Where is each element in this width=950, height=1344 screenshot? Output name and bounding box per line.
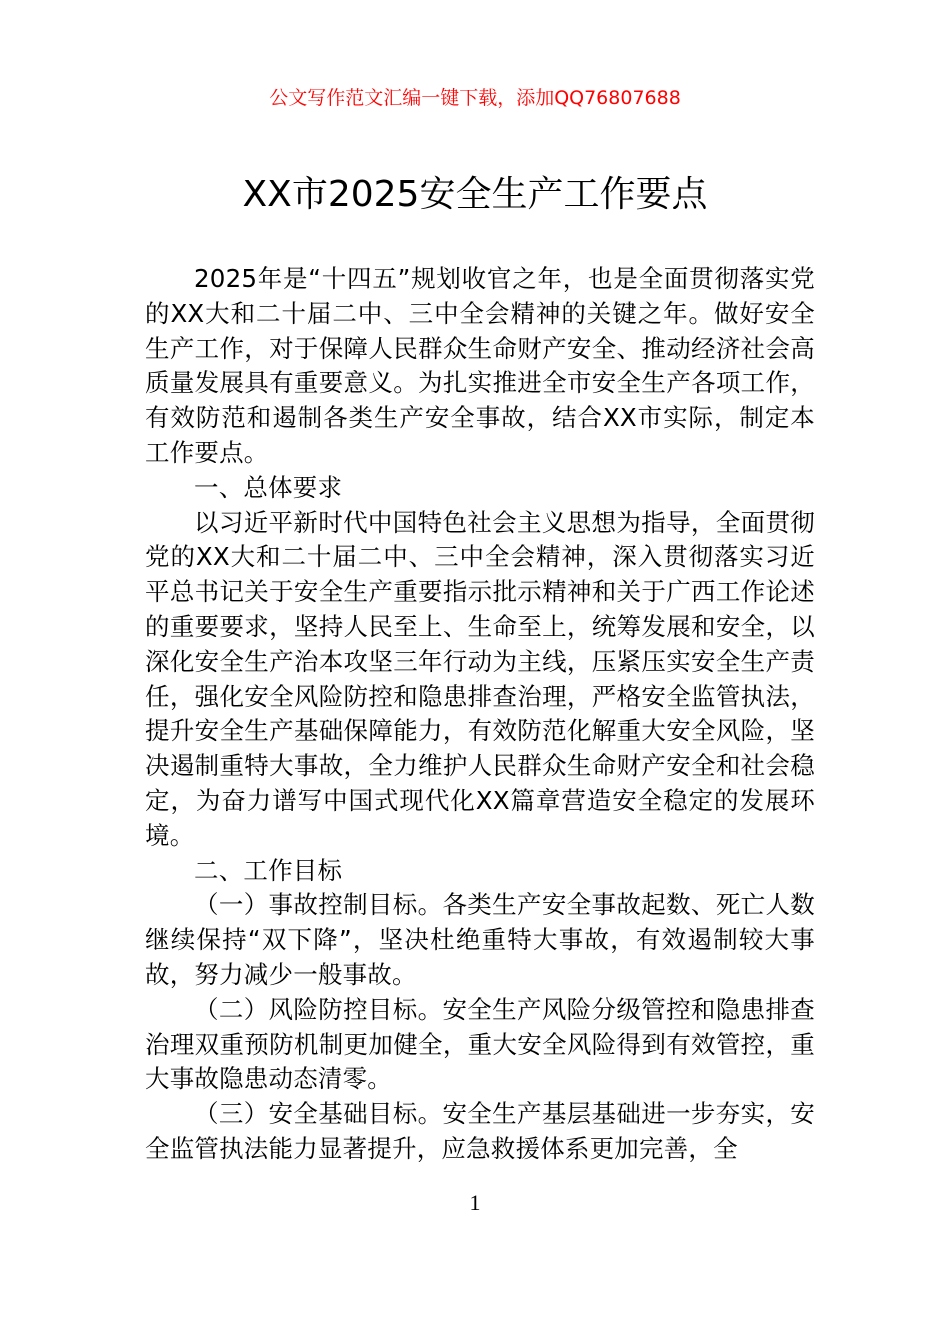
- goal-accident-control: （一）事故控制目标。各类生产安全事故起数、死亡人数继续保持“双下降”，坚决杜绝重特大事故，有效遏制较大事故，努力减少一般事故。: [145, 890, 815, 989]
- goal-risk-prevention: （二）风险防控目标。安全生产风险分级管控和隐患排查治理双重预防机制更加健全，重大安全风险得到有效管控，重大事故隐患动态清零。: [145, 994, 815, 1094]
- overall-requirements-paragraph: 以习近平新时代中国特色社会主义思想为指导，全面贯彻党的XX大和二十届二中、三中全会精神，深入贯彻落实习近平总书记关于安全生产重要指示批示精神和关于广西工作论述的重要要求，坚持人民至上、生命至上，统筹发展和安全，以深化安全生产治本攻坚三年行动为主线，压紧压实安全生产责任，强化安全风险防控和隐患排查治理，严格安全监管执法，提升安全生产基础保障能力，有效防范化解重大安全风险，坚决遏制重特大事故，全力维护人民群众生命财产安全和社会稳定，为奋力谱写中国式现代化XX篇章营造安全稳定的发展环境。: [145, 507, 815, 850]
- intro-paragraph: 2025年是“十四五”规划收官之年，也是全面贯彻落实党的XX大和二十届二中、三中全会精神的关键之年。做好安全生产工作，对于保障人民群众生命财产安全、推动经济社会高质量发展具有重要意义。为扎实推进全市安全生产各项工作，有效防范和遏制各类生产安全事故，结合XX市实际，制定本工作要点。: [145, 264, 815, 467]
- section-heading-work-goals: 二、工作目标: [194, 855, 343, 885]
- page-number: 1: [469, 1190, 481, 1215]
- document-body: [145, 262, 815, 1167]
- goal-safety-foundation: （三）安全基础目标。安全生产基层基础进一步夯实，安全监管执法能力显著提升，应急救援体系更加完善，全: [145, 1099, 815, 1163]
- document-title: XX市2025安全生产工作要点: [242, 174, 708, 215]
- download-banner: 公文写作范文汇编一键下载，添加QQ76807688: [269, 87, 681, 109]
- section-heading-overall-requirements: 一、总体要求: [194, 472, 343, 502]
